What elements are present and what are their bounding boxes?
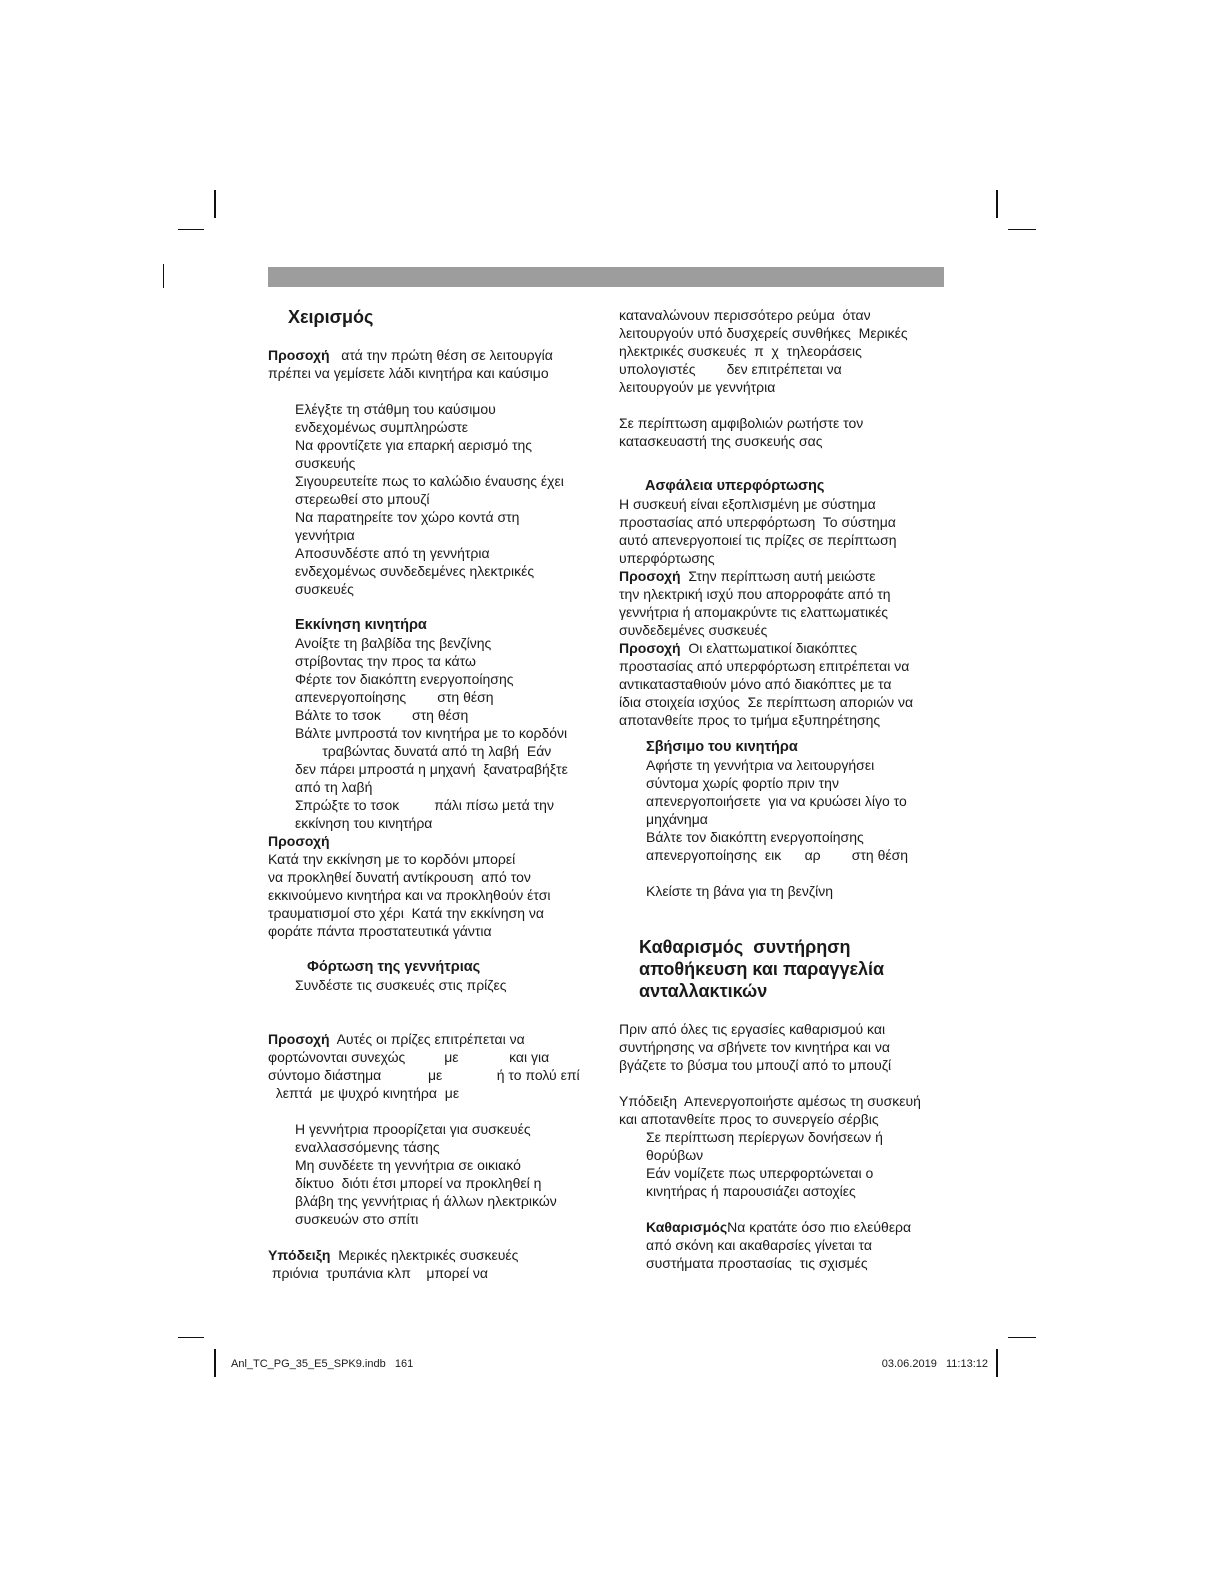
text-line: ηλεκτρικές συσκευές π χ τηλεοράσεις [619, 343, 862, 359]
loading-section [268, 958, 603, 994]
text-line: Κλείστε τη βάνα για τη βενζίνη [646, 883, 833, 899]
text-line: Φέρτε τον διακόπτη ενεργοποίησης [295, 671, 514, 687]
crop-mark-bottom-right-h [1008, 1337, 1036, 1338]
text-line: φοράτε πάντα προστατευτικά γάντια [268, 923, 492, 939]
text-line: στρίβοντας την προς τα κάτω [295, 653, 476, 669]
list-item: στερεωθεί στο μπουζί [295, 491, 430, 507]
hint-devices: Υπόδειξη Μερικές ηλεκτρικές συσκευές [268, 1247, 519, 1263]
list-item: συσκευές [295, 581, 354, 597]
crop-mark-top-left-v [214, 190, 216, 218]
text-line: λειτουργούν υπό δυσχερείς συνθήκες Μερικές [619, 325, 908, 341]
list-item: γεννήτρια [295, 527, 355, 543]
text-line: από σκόνη και ακαθαρσίες γίνεται τα [646, 1237, 872, 1253]
right-column [619, 306, 949, 1272]
text-line: αντικατασταθιούν μόνο από διακόπτες με τα [619, 676, 892, 692]
section-title-operation: Χειρισμός [288, 307, 374, 327]
text-line: φορτώνονται συνεχώς με και για [268, 1049, 550, 1065]
crop-mark-top-right-h [1008, 229, 1036, 230]
text-line: Υπόδειξη Απενεργοποιήστε αμέσως τη συσκευή [619, 1093, 921, 1109]
crop-mark-left-edge [163, 264, 164, 288]
text-line: Βάλτε μνπροστά τον κινητήρα με το κορδόνι [295, 725, 568, 741]
section-title-line: αποθήκευση και παραγγελία [639, 959, 885, 979]
text-line: απενεργοποίησης εικ αρ στη θέση [646, 847, 909, 863]
text-line: συστήματα προστασίας τις σχισμές [646, 1255, 868, 1271]
heading-loading: Φόρτωση της γεννήτριας [307, 959, 481, 975]
heading-overload: Ασφάλεια υπερφόρτωσης [645, 478, 825, 494]
list-item: Σε περίπτωση περίεργων δονήσεων ή [646, 1129, 883, 1145]
attention-intro: Προσοχή ατά την πρώτη θέση σε λειτουργία [268, 347, 553, 363]
list-item: Ελέγξτε τη στάθμη του καύσιμου [295, 401, 496, 417]
crop-mark-top-left-h [178, 229, 204, 230]
text-line: γεννήτρια ή απομακρύντε τις ελαττωματικές [619, 604, 889, 620]
header-bar [268, 267, 944, 287]
cleaning-label: Καθαρισμός [646, 1219, 728, 1235]
text-line: Σπρώξτε το τσοκ πάλι πίσω μετά την [295, 797, 554, 813]
attention-label: Προσοχή [619, 640, 681, 656]
left-column [268, 306, 603, 1282]
overload-section [619, 477, 949, 729]
text-line: μηχάνημα [646, 811, 708, 827]
text-line: απενεργοποιήσετε για να κρυώσει λίγο το [646, 793, 907, 809]
text-line: ίδια στοιχεία ισχύος Σε περίπτωση απoριών να [619, 694, 914, 710]
attention-intro-line2: πρέπει να γεμίσετε λάδι κινητήρα και καύσιμο [268, 365, 549, 381]
text-line: απενεργοποίησης στη θέση [295, 689, 494, 705]
text-line: Πριν από όλες τις εργασίες καθαρισμού και [619, 1021, 886, 1037]
list-item: Μη συνδέετε τη γεννήτρια σε οικιακό [295, 1157, 521, 1173]
text-line: λεπτά με ψυχρό κινητήρα με [268, 1085, 460, 1101]
shutdown-section [646, 738, 949, 900]
text-line: υπολογιστές δεν επιτρέπεται να [619, 361, 842, 377]
text-line: να προκληθεί δυνατή αντίκρουση από τον [268, 869, 531, 885]
text-line: τραυματισμοί στο χέρι Κατά την εκκίνηση να [268, 905, 544, 921]
text-line: Σε περίπτωση αμφιβολιών ρωτήστε τον [619, 415, 864, 431]
text-line: και αποτανθείτε προς το συνεργείο σέρβις [619, 1111, 879, 1127]
crop-mark-bottom-left-v [214, 1349, 216, 1377]
list-item: ενδεχομένως συμπληρώστε [295, 419, 469, 435]
list-item: συσκευών στο σπίτι [295, 1211, 419, 1227]
heading-engine-start: Εκκίνηση κινητήρα [295, 617, 427, 633]
attention-label: Προσοχή [268, 833, 330, 849]
text-line: τραβώντας δυνατά από τη λαβή Εάν [295, 743, 552, 759]
text-line: κατασκευαστή της συσκευής σας [619, 433, 823, 449]
text-line: την ηλεκτρική ισχύ που απορροφάτε από τη [619, 586, 891, 602]
text-line: δεν πάρει μπροστά η μηχανή ξανατραβήξτε [295, 761, 568, 777]
text-line: Συνδέστε τις συσκευές στις πρίζες [295, 977, 507, 993]
list-item: εναλλασσόμενης τάσης [295, 1139, 440, 1155]
text-line: εκκινούμενο κινητήρα και να προκληθούν έτσι [268, 887, 551, 903]
text-line: προστασίας από υπερφόρτωση επιτρέπεται να [619, 658, 910, 674]
text-line: καταναλώνουν περισσότερο ρεύμα όταν [619, 307, 871, 323]
text-line: Αφήστε τη γεννήτρια να λειτουργήσει [646, 757, 875, 773]
crop-mark-bottom-right-v [996, 1349, 998, 1377]
list-item: συσκευής [295, 455, 356, 471]
text-line: από τη λαβή [295, 779, 373, 795]
checklist [268, 400, 603, 598]
text-line: Η συσκευή είναι εξοπλισμένη με σύστημα [619, 496, 876, 512]
crop-mark-top-right-v [996, 190, 998, 218]
list-item: ενδεχομένως συνδεδεμένες ηλεκτρικές [295, 563, 535, 579]
list-item: κινητήρας ή παρουσιάζει αστοχίες [646, 1183, 856, 1199]
notes [268, 1120, 603, 1228]
list-item: Να φροντίζετε για επαρκή αερισμό της [295, 437, 533, 453]
text-line: εκκίνηση του κινητήρα [295, 815, 433, 831]
text-line: συντήρησης να σβήνετε τον κινητήρα και να [619, 1039, 890, 1055]
cleaning-section-title [619, 936, 949, 1002]
text-line: υπερφόρτωσης [619, 550, 715, 566]
list-item: βλάβη της γεννήτριας ή άλλων ηλεκτρικών [295, 1193, 557, 1209]
attention-label: Προσοχή [268, 1031, 330, 1047]
text-line: αποτανθείτε προς το τμήμα εξυπηρέτησης [619, 712, 881, 728]
list-item: θορύβων [646, 1147, 704, 1163]
hint-items [646, 1128, 949, 1272]
list-item: δίκτυο διότι έτσι μπορεί να προκληθεί η [295, 1175, 542, 1191]
text-line: Βάλτε το τσοκ στη θέση [295, 707, 469, 723]
attention-overload-b: Προσοχή Οι ελαττωματικοί διακόπτες [619, 640, 858, 656]
cleaning-paragraph: ΚαθαρισμόςΝα κρατάτε όσο πιο ελεύθερα [646, 1219, 912, 1235]
attention-overload-a: Προσοχή Στην περίπτωση αυτή μειώστε [619, 568, 876, 584]
list-item: Αποσυνδέστε από τη γεννήτρια [295, 545, 490, 561]
crop-mark-bottom-left-h [178, 1337, 204, 1338]
section-title-line: ανταλλακτικών [639, 981, 768, 1001]
engine-start-section [268, 616, 603, 832]
hint-label: Υπόδειξη [268, 1247, 331, 1263]
text-line: σύντομα χωρίς φορτίο πριν την [646, 775, 839, 791]
text-line: πριόνια τρυπάνια κλπ μπορεί να [268, 1265, 489, 1281]
attention-sockets: Προσοχή Αυτές οι πρίζες επιτρέπεται να [268, 1031, 525, 1047]
list-item: Να παρατηρείτε τον χώρο κοντά στη [295, 509, 520, 525]
footer-timestamp: 03.06.2019 11:13:12 [881, 1358, 988, 1370]
text-line: συνδεδεμένες συσκευές [619, 622, 768, 638]
list-item: Η γεννήτρια προορίζεται για συσκευές [295, 1121, 531, 1137]
list-item: Εάν νομίζετε πως υπερφορτώνεται ο [646, 1165, 874, 1181]
text-line: Κατά την εκκίνηση με το κορδόνι μπορεί [268, 851, 516, 867]
text-line: αυτό απενεργοποιεί τις πρίζες σε περίπτωση [619, 532, 897, 548]
text-line: βγάζετε το βύσμα του μπουζί από το μπουζί [619, 1057, 892, 1073]
text-line: Ανοίξτε τη βαλβίδα της βενζίνης [295, 635, 492, 651]
attention-label: Προσοχή [619, 568, 681, 584]
text-line: Βάλτε τον διακόπτη ενεργοποίησης [646, 829, 864, 845]
heading-shutdown: Σβήσιμο του κινητήρα [646, 739, 798, 755]
attention-label: Προσοχή [268, 347, 330, 363]
list-item: Σιγουρευτείτε πως το καλώδιο έναυσης έχει [295, 473, 564, 489]
text-line: προστασίας από υπερφόρτωση Το σύστημα [619, 514, 896, 530]
text-line: λειτουργούν με γεννήτρια [619, 379, 776, 395]
footer-file-info: Anl_TC_PG_35_E5_SPK9.indb 161 [231, 1358, 414, 1370]
section-title-line: Καθαρισμός συντήρηση [639, 937, 851, 957]
text-line: σύντομο διάστημα με ή το πολύ επί [268, 1067, 580, 1083]
